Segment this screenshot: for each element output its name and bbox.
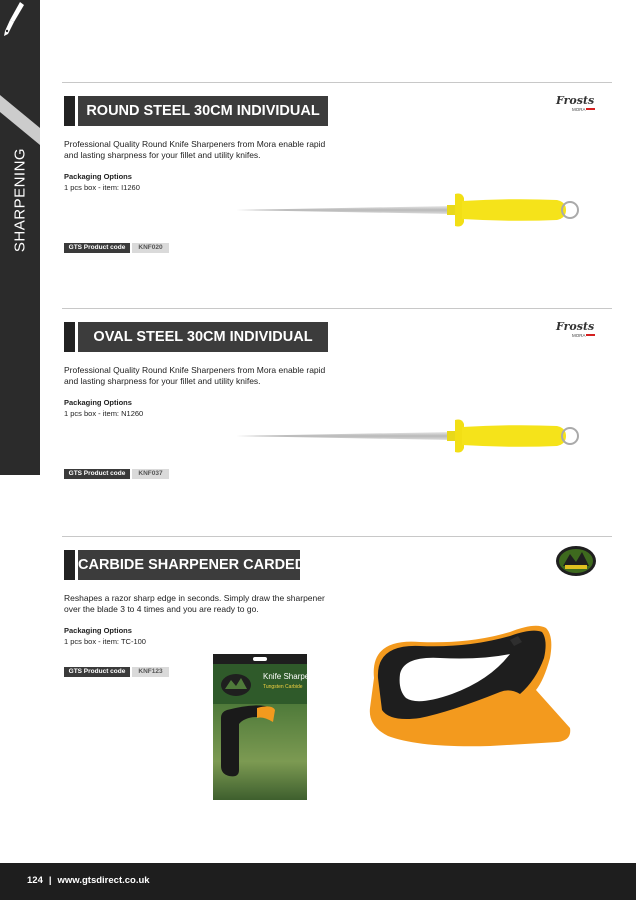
packaging-heading: Packaging Options — [64, 398, 132, 407]
packaging-line: 1 pcs box - item: N1260 — [64, 409, 144, 418]
product-code-label: GTS Product code — [64, 469, 130, 479]
section-divider — [62, 536, 612, 537]
product-code-bar — [64, 667, 169, 677]
package-subtitle: Tungsten Carbide — [263, 684, 303, 690]
frosts-brand-logo — [556, 94, 598, 116]
frosts-brand-logo — [556, 320, 598, 342]
product-description: Professional Quality Round Knife Sharpeners from Mora enable rapid and lasting sharpness for your fillet and utility knifes. — [64, 139, 326, 160]
product-code-bar — [64, 243, 169, 253]
page-footer — [0, 863, 636, 900]
section-divider — [62, 82, 612, 83]
product-code-bar — [64, 469, 169, 479]
product-description: Reshapes a razor sharp edge in seconds. Simply draw the sharpener over the blade 3 to 4 times and you are ready to go. — [64, 593, 325, 614]
brand-accent — [586, 334, 595, 336]
product-code-label: GTS Product code — [64, 243, 130, 253]
product-code-value: KNF123 — [132, 667, 169, 677]
brand-sub: MORA — [572, 107, 586, 112]
package-brand-logo — [219, 672, 253, 698]
product-title: ROUND STEEL 30CM INDIVIDUAL — [78, 96, 328, 126]
round-steel-image — [232, 190, 587, 232]
product-title: CARBIDE SHARPENER CARDED — [78, 550, 300, 580]
product-oval-steel — [0, 308, 636, 528]
packaging-heading: Packaging Options — [64, 172, 132, 181]
package-sharpener — [217, 700, 277, 780]
website-link[interactable]: www.gtsdirect.co.uk — [57, 875, 150, 886]
brand-name: Frosts — [556, 320, 595, 333]
section-divider — [62, 308, 612, 309]
brand-sub: MORA — [572, 333, 586, 338]
footer-separator: | — [48, 875, 52, 886]
product-description: Professional Quality Round Knife Sharpeners from Mora enable rapid and lasting sharpness for your fillet and utility knifes. — [64, 365, 326, 386]
knife-icon — [0, 0, 26, 40]
sidebar-category-label: SHARPENING — [11, 147, 29, 253]
packaging-line: 1 pcs box - item: TC-100 — [64, 637, 146, 646]
brand-accent — [586, 108, 595, 110]
hang-hole — [253, 657, 267, 661]
product-round-steel — [0, 82, 636, 302]
packaging-heading: Packaging Options — [64, 626, 132, 635]
brand-emblem-logo — [555, 544, 597, 578]
carbide-sharpener-image — [360, 618, 580, 750]
product-title: OVAL STEEL 30CM INDIVIDUAL — [78, 322, 328, 352]
carded-package-image — [213, 654, 321, 800]
product-code-value: KNF037 — [132, 469, 169, 479]
title-accent — [64, 322, 75, 352]
title-accent — [64, 550, 75, 580]
title-accent — [64, 96, 75, 126]
page-number: 124 — [27, 875, 43, 886]
packaging-line: 1 pcs box - item: I1260 — [64, 183, 140, 192]
brand-name: Frosts — [556, 94, 595, 107]
product-code-label: GTS Product code — [64, 667, 130, 677]
product-code-value: KNF020 — [132, 243, 169, 253]
footer-text — [27, 875, 156, 886]
package-title: Knife Sharpener — [263, 672, 321, 681]
product-carbide-sharpener — [0, 536, 636, 806]
oval-steel-image — [232, 416, 587, 458]
